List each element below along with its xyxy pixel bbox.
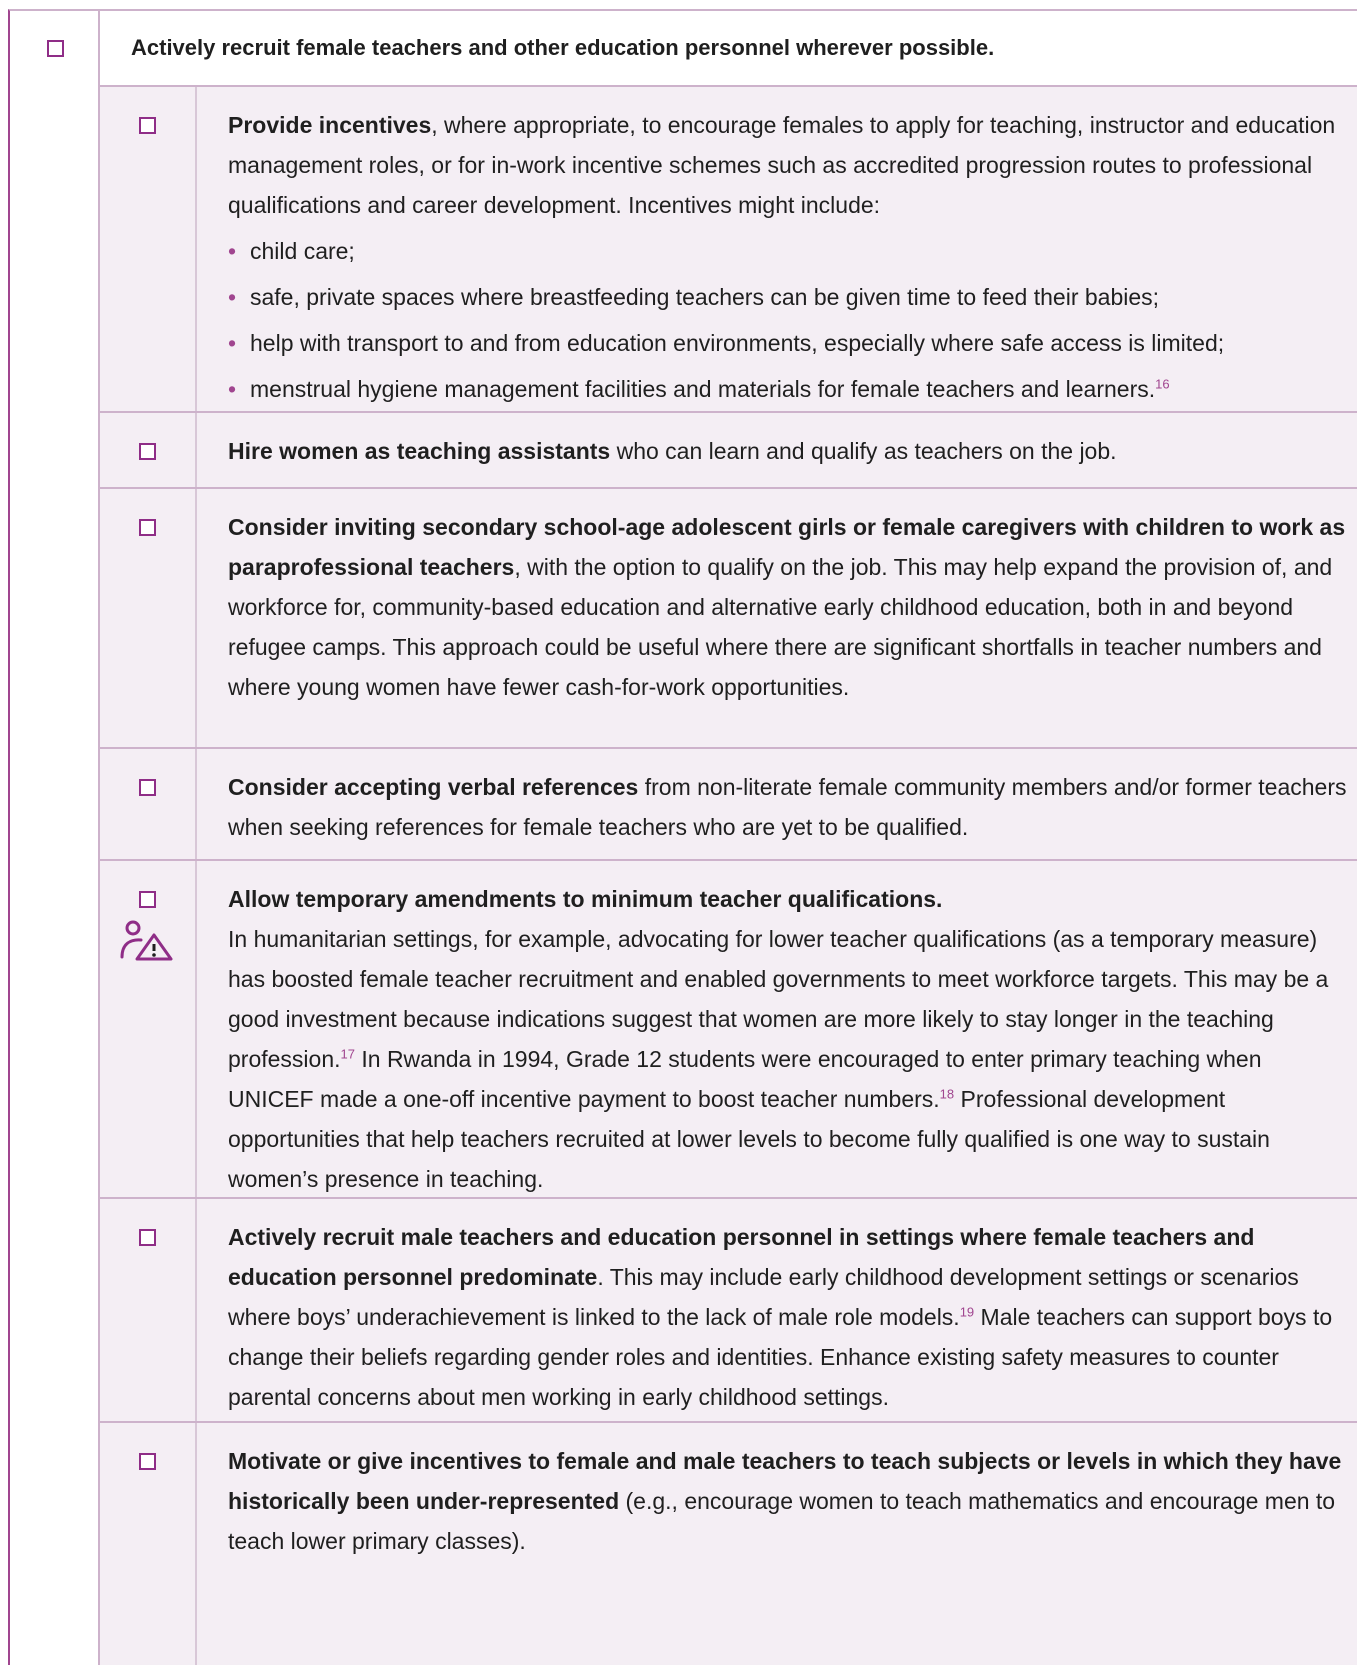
item-text bbox=[228, 767, 1350, 847]
check-cell bbox=[100, 1423, 197, 1665]
item-text bbox=[228, 507, 1350, 707]
item-body: (e.g., encourage women to teach mathematics and encourage men to teach lower primary classes). bbox=[228, 1488, 1336, 1554]
bullet-item: • child care; bbox=[228, 231, 1350, 271]
footnote-ref[interactable]: 19 bbox=[959, 1304, 975, 1320]
item-text bbox=[228, 105, 1350, 415]
list-item bbox=[100, 861, 1357, 1199]
item-bold-lead: Actively recruit male teachers and education personnel in settings where female teachers and education personnel predominate bbox=[228, 1224, 1255, 1290]
item-bold-lead: Consider inviting secondary school-age adolescent girls or female caregivers with children to work as paraprofessional teachers bbox=[228, 514, 1346, 580]
item-body: , where appropriate, to encourage females to apply for teaching, instructor and education management roles, or for in-work incentive schemes such as accredited progression routes to professional qualifications and career development. Incentives might include: bbox=[228, 112, 1336, 218]
sub-items bbox=[100, 87, 1357, 1665]
list-item bbox=[100, 749, 1357, 861]
item-text bbox=[228, 1217, 1350, 1417]
item-bold-lead: Motivate or give incentives to female and male teachers to teach subjects or levels in which they have historically been under-represented bbox=[228, 1448, 1342, 1514]
checkbox-item[interactable] bbox=[139, 1229, 156, 1246]
bullet-list bbox=[228, 231, 1350, 409]
check-cell bbox=[100, 1199, 197, 1421]
check-cell bbox=[100, 489, 197, 747]
bullet-item: • help with transport to and from education environments, especially where safe access is limited; bbox=[228, 323, 1350, 363]
item-body: Male teachers can support boys to change their beliefs regarding gender roles and identities. Enhance existing safety measures to counter parental concerns about men working in early childhood settings. bbox=[228, 1304, 1333, 1410]
item-text bbox=[228, 1441, 1350, 1561]
bullet-item: • safe, private spaces where breastfeeding teachers can be given time to feed their babies; bbox=[228, 277, 1350, 317]
checkbox-item[interactable] bbox=[139, 117, 156, 134]
checkbox-item[interactable] bbox=[139, 443, 156, 460]
item-text bbox=[228, 431, 1350, 471]
checkbox-item[interactable] bbox=[139, 891, 156, 908]
list-item bbox=[100, 413, 1357, 489]
checkbox-item[interactable] bbox=[139, 779, 156, 796]
item-bold-lead: Provide incentives bbox=[228, 112, 432, 138]
list-item bbox=[100, 1423, 1357, 1665]
item-body: In Rwanda in 1994, Grade 12 students were encouraged to enter primary teaching when UNICEF made a one-off incentive payment to boost teacher numbers. bbox=[228, 1046, 1262, 1112]
item-bold-lead: Consider accepting verbal references bbox=[228, 774, 639, 800]
footnote-ref[interactable]: 17 bbox=[340, 1046, 355, 1062]
checkbox-item[interactable] bbox=[139, 1453, 156, 1470]
check-cell bbox=[100, 87, 197, 411]
list-item bbox=[100, 1199, 1357, 1423]
outer-check-column bbox=[10, 11, 100, 1665]
item-bold-lead: Allow temporary amendments to minimum teacher qualifications. bbox=[228, 886, 943, 912]
bullet-item: • menstrual hygiene management facilities and materials for female teachers and learners.$^{16}$ bbox=[228, 369, 1350, 409]
item-body: , with the option to qualify on the job. This may help expand the provision of, and workforce for, community-based education and alternative early childhood education, both in and beyond refugee camps. This approach could be useful where there are significant shortfalls in teacher numbers and where young women have fewer cash-for-work opportunities. bbox=[228, 554, 1333, 700]
check-cell bbox=[100, 413, 197, 487]
item-body: from non-literate female community members and/or former teachers when seeking references for female teachers who are yet to be qualified. bbox=[228, 774, 1347, 840]
item-body: In humanitarian settings, for example, advocating for lower teacher qualifications (as a temporary measure) has boosted female teacher recruitment and enabled governments to meet workforce targets. This may be a good investment because indications suggest that women are more likely to stay longer in the teaching profession. bbox=[228, 926, 1329, 1072]
check-cell bbox=[100, 749, 197, 859]
item-body: Professional development opportunities that help teachers recruited at lower levels to become fully qualified is one way to sustain women’s presence in teaching. bbox=[228, 1086, 1270, 1192]
item-bold-lead: Hire women as teaching assistants bbox=[228, 438, 611, 464]
checkbox-item[interactable] bbox=[139, 519, 156, 536]
footnote-ref[interactable]: 18 bbox=[939, 1086, 955, 1102]
list-item bbox=[100, 489, 1357, 749]
item-body: who can learn and qualify as teachers on the job. bbox=[610, 438, 1117, 464]
footnote-ref[interactable]: 16 bbox=[1155, 376, 1170, 392]
list-item bbox=[100, 87, 1357, 413]
item-body: . This may include early childhood development settings or scenarios where boys’ underachievement is linked to the lack of male role models. bbox=[228, 1264, 1299, 1330]
item-text bbox=[228, 879, 1350, 1199]
checklist-header-row bbox=[100, 11, 1357, 87]
person-warning-icon bbox=[119, 919, 173, 961]
checkbox-main[interactable] bbox=[47, 40, 64, 57]
check-cell bbox=[100, 861, 197, 1197]
checklist-heading: Actively recruit female teachers and other education personnel wherever possible. bbox=[131, 35, 995, 60]
